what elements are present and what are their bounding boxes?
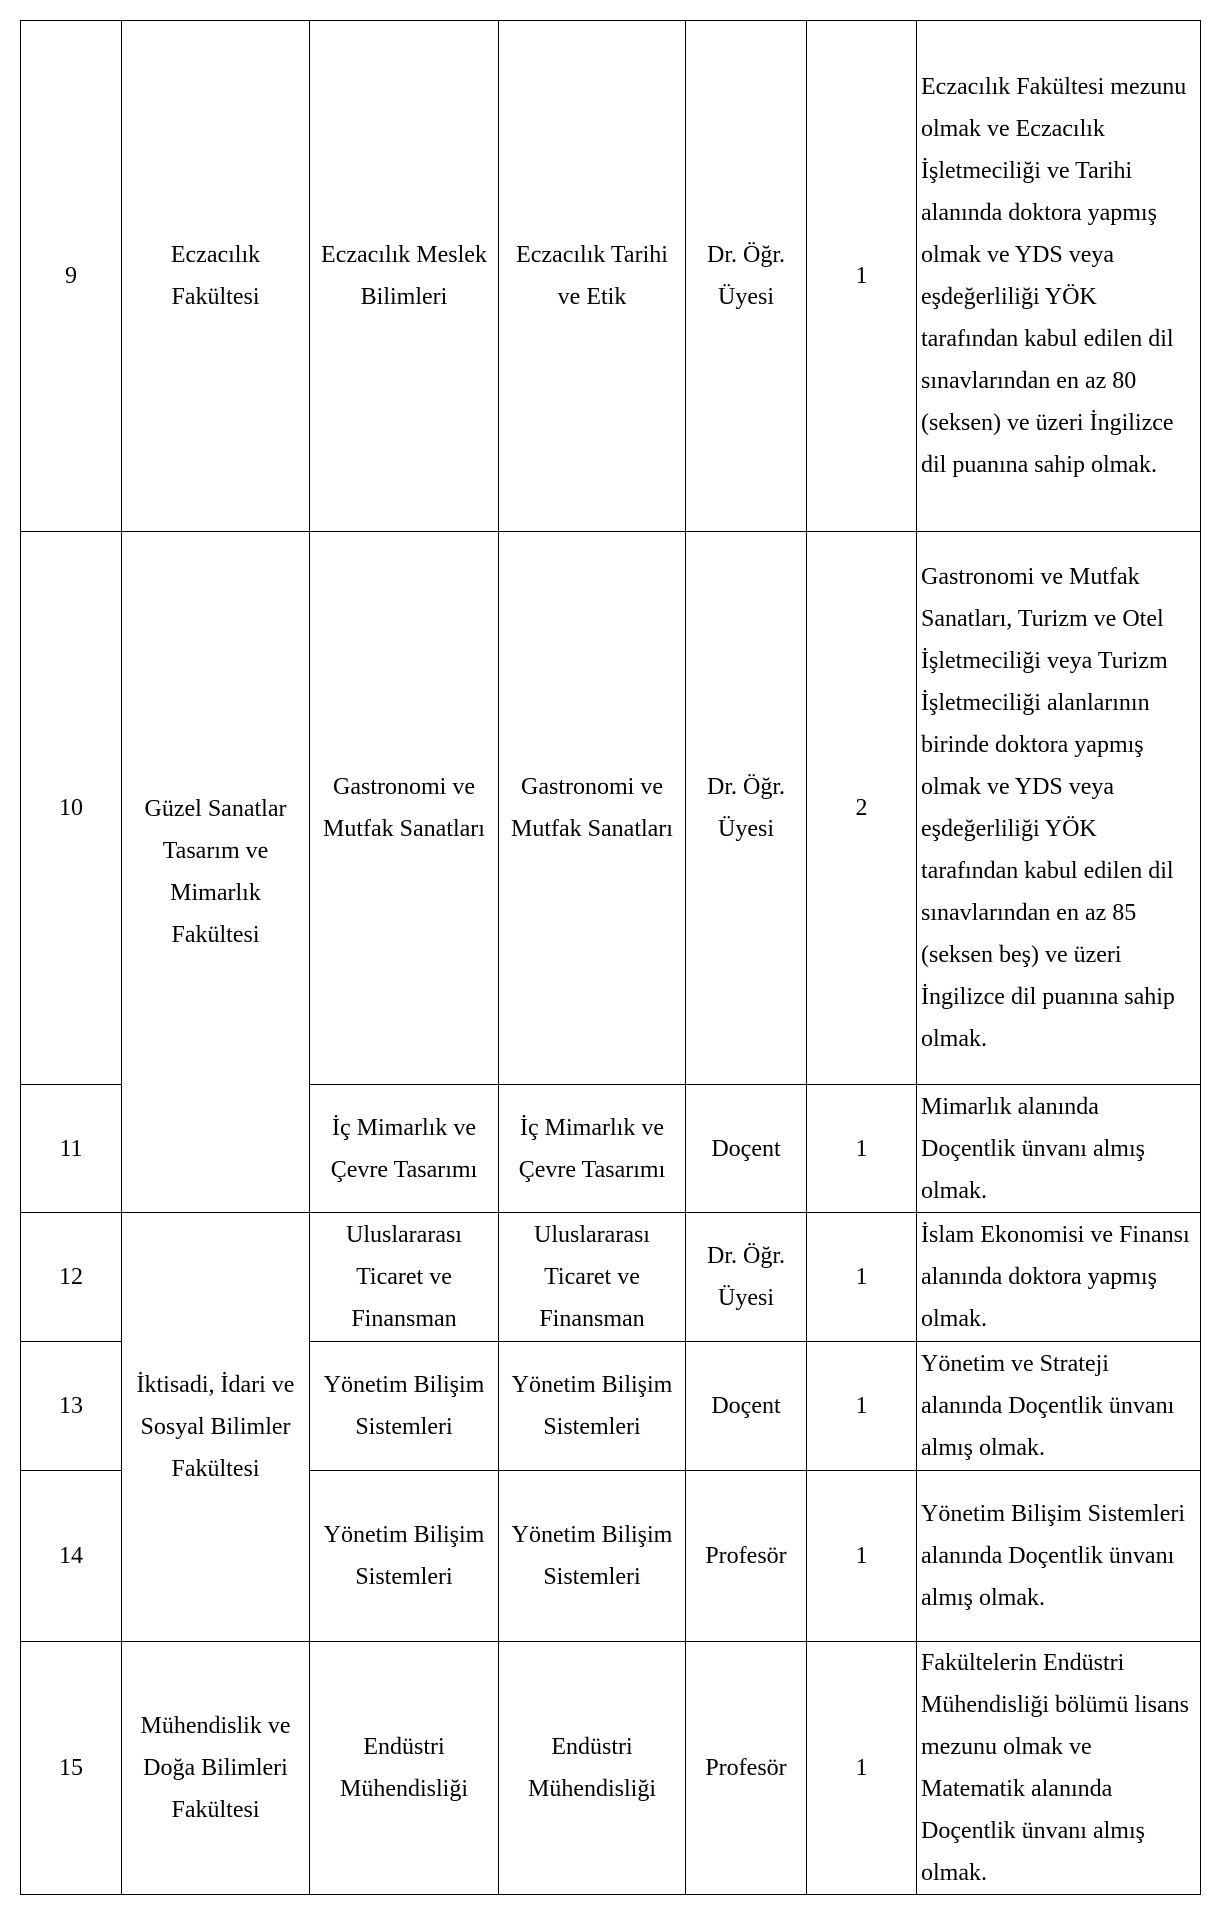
department-cell: Endüstri Mühendisliği bbox=[310, 1642, 499, 1895]
title-cell: Profesör bbox=[686, 1642, 807, 1895]
count-cell: 1 bbox=[807, 1342, 917, 1471]
count-cell: 1 bbox=[807, 1085, 917, 1213]
row-number: 14 bbox=[21, 1471, 122, 1642]
requirement-cell: Mimarlık alanında Doçentlik ünvanı almış olmak. bbox=[917, 1085, 1201, 1213]
row-number: 12 bbox=[21, 1213, 122, 1342]
faculty-cell: İktisadi, İdari ve Sosyal Bilimler Fakültesi bbox=[122, 1213, 310, 1642]
title-cell: Doçent bbox=[686, 1085, 807, 1213]
requirement-cell: İslam Ekonomisi ve Finansı alanında doktora yapmış olmak. bbox=[917, 1213, 1201, 1342]
table-row bbox=[21, 1642, 1201, 1895]
document-page bbox=[20, 20, 1200, 1892]
department-cell: Eczacılık Meslek Bilimleri bbox=[310, 21, 499, 532]
field-cell: İç Mimarlık ve Çevre Tasarımı bbox=[499, 1085, 686, 1213]
department-cell: Yönetim Bilişim Sistemleri bbox=[310, 1342, 499, 1471]
title-cell: Dr. Öğr. Üyesi bbox=[686, 532, 807, 1085]
faculty-cell: Mühendislik ve Doğa Bilimleri Fakültesi bbox=[122, 1642, 310, 1895]
positions-table bbox=[20, 20, 1201, 1895]
requirement-cell: Yönetim Bilişim Sistemleri alanında Doçentlik ünvanı almış olmak. bbox=[917, 1471, 1201, 1642]
title-cell: Profesör bbox=[686, 1471, 807, 1642]
table-row bbox=[21, 532, 1201, 1085]
table-row bbox=[21, 1213, 1201, 1342]
row-number: 10 bbox=[21, 532, 122, 1085]
requirement-cell: Eczacılık Fakültesi mezunu olmak ve Eczacılık İşletmeciliği ve Tarihi alanında doktora yapmış olmak ve YDS veya eşdeğerliliği YÖK tarafından kabul edilen dil sınavlarından en az 80 (seksen) ve üzeri İngilizce dil puanına sahip olmak. bbox=[917, 21, 1201, 532]
field-cell: Eczacılık Tarihi ve Etik bbox=[499, 21, 686, 532]
count-cell: 1 bbox=[807, 1213, 917, 1342]
row-number: 11 bbox=[21, 1085, 122, 1213]
field-cell: Endüstri Mühendisliği bbox=[499, 1642, 686, 1895]
title-cell: Dr. Öğr. Üyesi bbox=[686, 1213, 807, 1342]
requirement-cell: Yönetim ve Strateji alanında Doçentlik ünvanı almış olmak. bbox=[917, 1342, 1201, 1471]
count-cell: 2 bbox=[807, 532, 917, 1085]
count-cell: 1 bbox=[807, 21, 917, 532]
count-cell: 1 bbox=[807, 1471, 917, 1642]
title-cell: Dr. Öğr. Üyesi bbox=[686, 21, 807, 532]
faculty-cell: Güzel Sanatlar Tasarım ve Mimarlık Fakültesi bbox=[122, 532, 310, 1213]
department-cell: İç Mimarlık ve Çevre Tasarımı bbox=[310, 1085, 499, 1213]
count-cell: 1 bbox=[807, 1642, 917, 1895]
row-number: 15 bbox=[21, 1642, 122, 1895]
title-cell: Doçent bbox=[686, 1342, 807, 1471]
requirement-cell: Gastronomi ve Mutfak Sanatları, Turizm ve Otel İşletmeciliği veya Turizm İşletmeciliği alanlarının birinde doktora yapmış olmak ve YDS veya eşdeğerliliği YÖK tarafından kabul edilen dil sınavlarından en az 85 (seksen beş) ve üzeri İngilizce dil puanına sahip olmak. bbox=[917, 532, 1201, 1085]
row-number: 13 bbox=[21, 1342, 122, 1471]
department-cell: Yönetim Bilişim Sistemleri bbox=[310, 1471, 499, 1642]
department-cell: Uluslararası Ticaret ve Finansman bbox=[310, 1213, 499, 1342]
field-cell: Yönetim Bilişim Sistemleri bbox=[499, 1471, 686, 1642]
row-number: 9 bbox=[21, 21, 122, 532]
faculty-cell: Eczacılık Fakültesi bbox=[122, 21, 310, 532]
requirement-cell: Fakültelerin Endüstri Mühendisliği bölümü lisans mezunu olmak ve Matematik alanında Doçentlik ünvanı almış olmak. bbox=[917, 1642, 1201, 1895]
field-cell: Yönetim Bilişim Sistemleri bbox=[499, 1342, 686, 1471]
field-cell: Gastronomi ve Mutfak Sanatları bbox=[499, 532, 686, 1085]
table-row bbox=[21, 21, 1201, 532]
field-cell: Uluslararası Ticaret ve Finansman bbox=[499, 1213, 686, 1342]
department-cell: Gastronomi ve Mutfak Sanatları bbox=[310, 532, 499, 1085]
